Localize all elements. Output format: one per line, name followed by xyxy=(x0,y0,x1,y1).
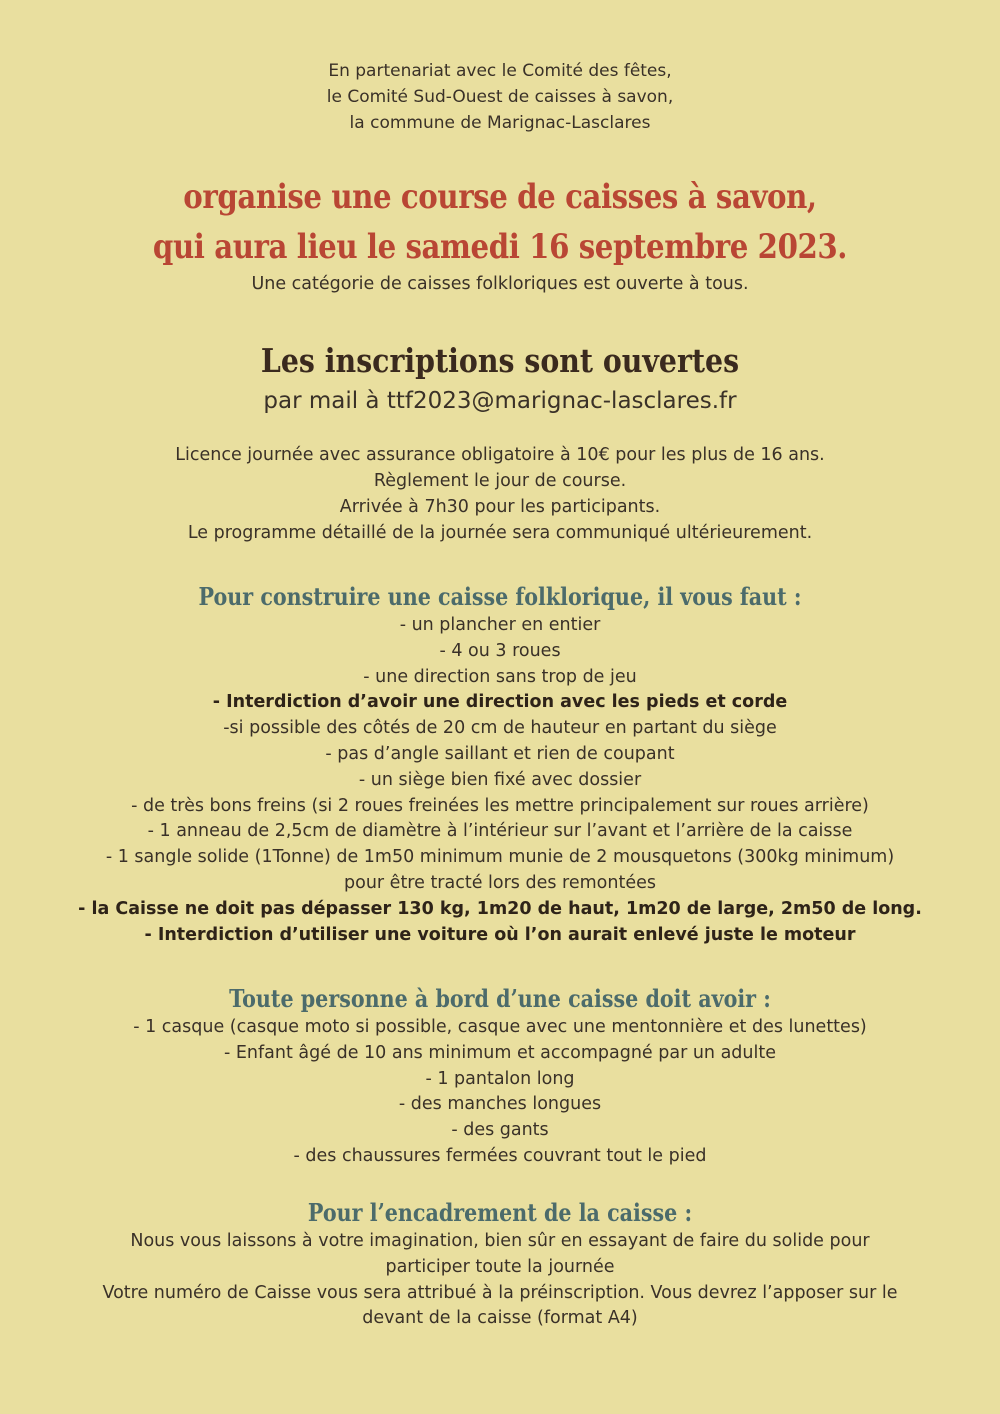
registration-title: Les inscriptions sont ouvertes xyxy=(260,341,740,380)
info-line: Le programme détaillé de la journée sera communiqué ultérieurement. xyxy=(187,523,813,543)
list-item: - 1 casque (casque moto si possible, casque avec une mentonnière et des lunettes) xyxy=(133,1017,867,1037)
event-headline xyxy=(70,172,930,272)
framing-section-title: Pour l’encadrement de la caisse : xyxy=(307,1198,693,1227)
list-item: - 1 anneau de 2,5cm de diamètre à l’intérieur sur l’avant et l’arrière de la caisse xyxy=(147,821,853,842)
onboard-requirements-list xyxy=(0,1015,1000,1170)
list-item: - Interdiction d’utiliser une voiture où l’on aurait enlevé juste le moteur xyxy=(144,924,856,945)
partnership-line: la commune de Marignac-Lasclares xyxy=(349,113,651,133)
framing-line: participer toute la journée xyxy=(385,1256,615,1277)
framing-line: Votre numéro de Caisse vous sera attribué à la préinscription. Vous devrez l’apposer sur le xyxy=(102,1282,898,1303)
list-item: - Enfant âgé de 10 ans minimum et accompagné par un adulte xyxy=(224,1042,776,1063)
framing-text xyxy=(0,1229,1000,1332)
info-line: Licence journée avec assurance obligatoire à 10€ pour les plus de 16 ans. xyxy=(175,445,825,465)
build-requirements-list xyxy=(0,613,1000,948)
list-item: - de très bons freins (si 2 roues freinées les mettre principalement sur roues arrière) xyxy=(131,795,869,816)
partnership-line: En partenariat avec le Comité des fêtes, xyxy=(328,61,672,81)
headline-line-2: qui aura lieu le samedi 16 septembre 2023. xyxy=(152,227,848,267)
list-item: - des gants xyxy=(451,1120,549,1141)
list-item: - la Caisse ne doit pas dépasser 130 kg, 1m20 de haut, 1m20 de large, 2m50 de long. xyxy=(78,898,922,919)
list-item: - un plancher en entier xyxy=(399,615,601,635)
framing-line: Nous vous laissons à votre imagination, bien sûr en essayant de faire du solide pour xyxy=(130,1231,870,1251)
list-item: - un siège bien fixé avec dossier xyxy=(358,769,642,790)
category-note xyxy=(0,271,1000,297)
list-item: - des chaussures fermées couvrant tout le pied xyxy=(293,1145,707,1166)
list-item: - des manches longues xyxy=(398,1094,602,1115)
list-item: -si possible des côtés de 20 cm de hauteur en partant du siège xyxy=(223,718,777,739)
info-line: Arrivée à 7h30 pour les participants. xyxy=(339,497,661,517)
list-item: - pas d’angle saillant et rien de coupant xyxy=(325,743,675,764)
partnership-line: le Comité Sud-Ouest de caisses à savon, xyxy=(326,87,674,107)
onboard-section-title: Toute personne à bord d’une caisse doit avoir : xyxy=(229,984,771,1013)
list-item: - Interdiction d’avoir une direction avec les pieds et corde xyxy=(212,692,788,713)
list-item: - 1 sangle solide (1Tonne) de 1m50 minimum munie de 2 mousquetons (300kg minimum) xyxy=(105,847,895,868)
list-item: pour être tracté lors des remontées xyxy=(344,872,656,893)
list-item: - 4 ou 3 roues xyxy=(439,640,561,661)
list-item: - une direction sans trop de jeu xyxy=(363,666,637,687)
info-block xyxy=(0,442,1000,546)
registration-mail: par mail à ttf2023@marignac-lasclares.fr xyxy=(263,388,737,414)
headline-line-1: organise une course de caisses à savon, xyxy=(183,177,817,217)
category-text: Une catégorie de caisses folkloriques est ouverte à tous. xyxy=(251,274,749,294)
partnership-block xyxy=(0,58,1000,136)
build-section-title: Pour construire une caisse folklorique, il vous faut : xyxy=(198,582,802,611)
info-line: Règlement le jour de course. xyxy=(373,471,627,491)
list-item: - 1 pantalon long xyxy=(425,1068,575,1089)
framing-line: devant de la caisse (format A4) xyxy=(362,1308,638,1329)
